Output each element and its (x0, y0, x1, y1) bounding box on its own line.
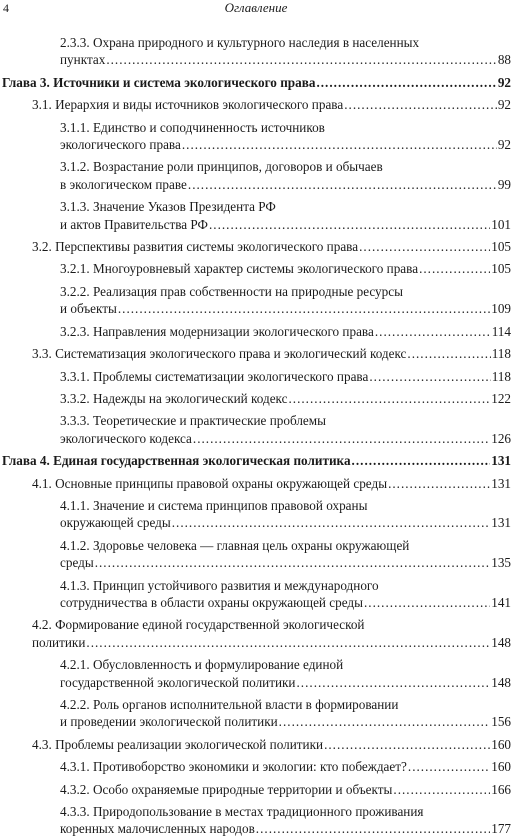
toc-entry-last-line (32, 96, 512, 113)
toc-subsection (0, 34, 512, 69)
toc-entry-title-line: 3.1.3. Значение Указов Президента РФ (60, 199, 276, 215)
toc-entry-last-line (60, 554, 512, 571)
toc-subsection (0, 758, 512, 775)
dot-leader (95, 554, 491, 571)
toc-section (0, 616, 512, 651)
toc-subsection (0, 696, 512, 731)
toc-page-number: 160 (491, 759, 511, 775)
toc-entry-title: Глава 3. Источники и система экологического права (2, 74, 316, 90)
toc-entry-title-line: 3.1.1. Единство и соподчиненность источников (60, 119, 325, 135)
toc-entry-title: 3.2. Перспективы развития системы экологического права (32, 239, 359, 255)
toc-subsection (0, 158, 512, 193)
toc-entry-last-line (32, 238, 512, 255)
toc-page-number: 88 (497, 52, 511, 68)
toc-entry-title: пунктах (60, 52, 106, 68)
toc-page-number: 135 (491, 555, 511, 571)
toc-page-number: 141 (491, 594, 511, 610)
running-title: Оглавление (224, 0, 288, 15)
toc-entry-title-line: 4.1.3. Принцип устойчивого развития и международного (60, 577, 379, 593)
toc-entry-last-line (60, 713, 512, 730)
toc-entry-title-line: 3.3.3. Теоретические и практические проблемы (60, 413, 326, 429)
toc-entry-last-line (2, 452, 512, 469)
toc-entry-title: экологического кодекса (60, 430, 192, 446)
toc-entry-last-line (60, 758, 512, 775)
toc-page-number: 105 (491, 261, 511, 277)
dot-leader (316, 74, 496, 91)
dot-leader (193, 430, 490, 447)
dot-leader (182, 136, 497, 153)
toc-entry-title: 3.2.1. Многоуровневый характер системы экологического права (60, 261, 419, 277)
toc-entry-title: 4.1. Основные принципы правовой охраны окружающей среды (32, 475, 388, 491)
toc-page-number: 92 (497, 74, 511, 90)
dot-leader (419, 260, 490, 277)
toc-page-number: 148 (491, 634, 511, 650)
toc-page-number: 92 (497, 97, 511, 113)
toc-entry-last-line (60, 390, 512, 407)
toc-entry-title: 3.3.2. Надежды на экологический кодекс (60, 390, 288, 406)
toc-entry-last-line (60, 368, 512, 385)
dot-leader (408, 758, 490, 775)
toc-entry-title-line: 4.2.2. Роль органов исполнительной власти в формировании (60, 697, 399, 712)
toc-entry-title-line: 4.1.1. Значение и система принципов правовой охраны (60, 497, 368, 513)
toc-entry-title: сотрудничества в области охраны окружающей среды (60, 594, 363, 610)
toc-entry-title: в экологическом праве (60, 176, 187, 192)
toc-page-number: 148 (491, 674, 511, 690)
toc-subsection (0, 283, 512, 318)
dot-leader (393, 781, 490, 798)
toc-entry-last-line (60, 323, 512, 340)
toc-entry-title: и проведении экологической политики (60, 714, 278, 730)
toc-entry-title-line: 4.1.2. Здоровье человека — главная цель охраны окружающей (60, 537, 410, 553)
dot-leader (172, 514, 491, 531)
toc-subsection (0, 537, 512, 572)
dot-leader (352, 452, 491, 469)
toc-entry-last-line (60, 781, 512, 798)
toc-subsection (0, 656, 512, 691)
toc-entry-title: 3.3.1. Проблемы систематизации экологического права (60, 368, 369, 384)
toc-entry-title: и актов Правительства РФ (60, 216, 208, 232)
toc-subsection (0, 260, 512, 277)
toc-page-number: 92 (497, 137, 511, 153)
dot-leader (324, 736, 490, 753)
dot-leader (407, 345, 490, 362)
toc-page-number: 114 (491, 323, 511, 339)
toc-page-number: 122 (491, 390, 511, 406)
toc-entry-title: и объекты (60, 301, 117, 317)
dot-leader (86, 634, 490, 651)
toc-subsection (0, 198, 512, 233)
toc-section (0, 96, 512, 113)
dot-leader (344, 96, 497, 113)
toc-entry-title-line: 4.2.1. Обусловленность и формулирование единой (60, 657, 344, 673)
toc-subsection (0, 390, 512, 407)
toc-page-number: 177 (491, 821, 511, 837)
toc-page-number: 131 (491, 453, 511, 469)
toc-subsection (0, 323, 512, 340)
toc-chapter (0, 74, 512, 91)
toc-entry-title: среды (60, 555, 94, 571)
dot-leader (364, 594, 490, 611)
toc-subsection (0, 803, 512, 838)
toc-entry-last-line (60, 260, 512, 277)
dot-leader (279, 713, 491, 730)
toc-page-number: 109 (491, 301, 511, 317)
dot-leader (188, 176, 497, 193)
toc-entry-last-line (60, 136, 512, 153)
toc-entry-title: 4.3.2. Особо охраняемые природные территории и объекты (60, 781, 393, 797)
toc-entry-title-line: 3.1.2. Возрастание роли принципов, договоров и обычаев (60, 159, 383, 175)
page-number: 4 (3, 1, 9, 15)
toc-subsection (0, 368, 512, 385)
toc-entry-last-line (60, 430, 512, 447)
toc-entry-last-line (60, 216, 512, 233)
toc-entry-title: политики (32, 634, 86, 650)
toc-subsection (0, 412, 512, 447)
toc-entry-title: государственной экологической политики (60, 674, 296, 690)
dot-leader (288, 390, 490, 407)
toc-entry-title: 3.3. Систематизация экологического права и экологический кодекс (32, 346, 407, 362)
toc-entry-title-line: 3.2.2. Реализация прав собственности на природные ресурсы (60, 283, 403, 299)
toc-subsection (0, 497, 512, 532)
toc-entry-title: 4.3. Проблемы реализации экологической политики (32, 736, 324, 752)
toc-entry-title: экологического права (60, 137, 181, 153)
dot-leader (297, 674, 491, 691)
toc-page-number: 105 (491, 239, 511, 255)
toc-entry-last-line (60, 674, 512, 691)
toc-entry-title-line: 4.3.3. Природопользование в местах традиционного проживания (60, 804, 424, 820)
toc-entry-title: окружающей среды (60, 515, 171, 531)
toc-page-number: 99 (497, 176, 511, 192)
toc-entry-last-line (60, 51, 512, 68)
toc-entry-title-line: 4.2. Формирование единой государственной экологической (32, 617, 365, 633)
toc-section (0, 345, 512, 362)
dot-leader (118, 300, 490, 317)
toc-entry-last-line (2, 74, 512, 91)
toc-entry-title: 4.3.1. Противоборство экономики и экологии: кто побеждает? (60, 759, 407, 775)
running-header (0, 0, 512, 16)
table-of-contents (0, 34, 512, 838)
toc-entry-last-line (60, 300, 512, 317)
toc-section (0, 475, 512, 492)
toc-entry-last-line (32, 634, 512, 651)
toc-entry-title: Глава 4. Единая государственная экологическая политика (2, 453, 351, 469)
toc-subsection (0, 577, 512, 612)
toc-entry-last-line (60, 514, 512, 531)
toc-entry-title: 3.1. Иерархия и виды источников экологического права (32, 97, 344, 113)
toc-page-number: 131 (491, 475, 511, 491)
dot-leader (375, 323, 491, 340)
toc-page-number: 126 (491, 430, 511, 446)
toc-entry-title-line: 2.3.3. Охрана природного и культурного наследия в населенных (60, 35, 420, 50)
toc-entry-last-line (60, 594, 512, 611)
toc-entry-last-line (60, 820, 512, 837)
toc-section (0, 238, 512, 255)
toc-entry-title: коренных малочисленных народов (60, 821, 255, 837)
toc-entry-last-line (60, 176, 512, 193)
toc-page-number: 156 (491, 714, 511, 730)
toc-entry-last-line (32, 345, 512, 362)
dot-leader (106, 51, 496, 68)
toc-page-number: 160 (491, 736, 511, 752)
toc-page-number: 118 (491, 346, 511, 362)
toc-entry-title: 3.2.3. Направления модернизации экологического права (60, 323, 374, 339)
toc-page-number: 131 (491, 515, 511, 531)
toc-subsection (0, 119, 512, 154)
toc-entry-last-line (32, 736, 512, 753)
toc-page-number: 118 (491, 368, 511, 384)
dot-leader (209, 216, 490, 233)
dot-leader (256, 820, 490, 837)
toc-subsection (0, 781, 512, 798)
toc-entry-last-line (32, 475, 512, 492)
toc-section (0, 736, 512, 753)
toc-page-number: 166 (491, 781, 511, 797)
dot-leader (369, 368, 490, 385)
toc-chapter (0, 452, 512, 469)
toc-page-number: 101 (491, 216, 511, 232)
dot-leader (388, 475, 490, 492)
dot-leader (359, 238, 490, 255)
